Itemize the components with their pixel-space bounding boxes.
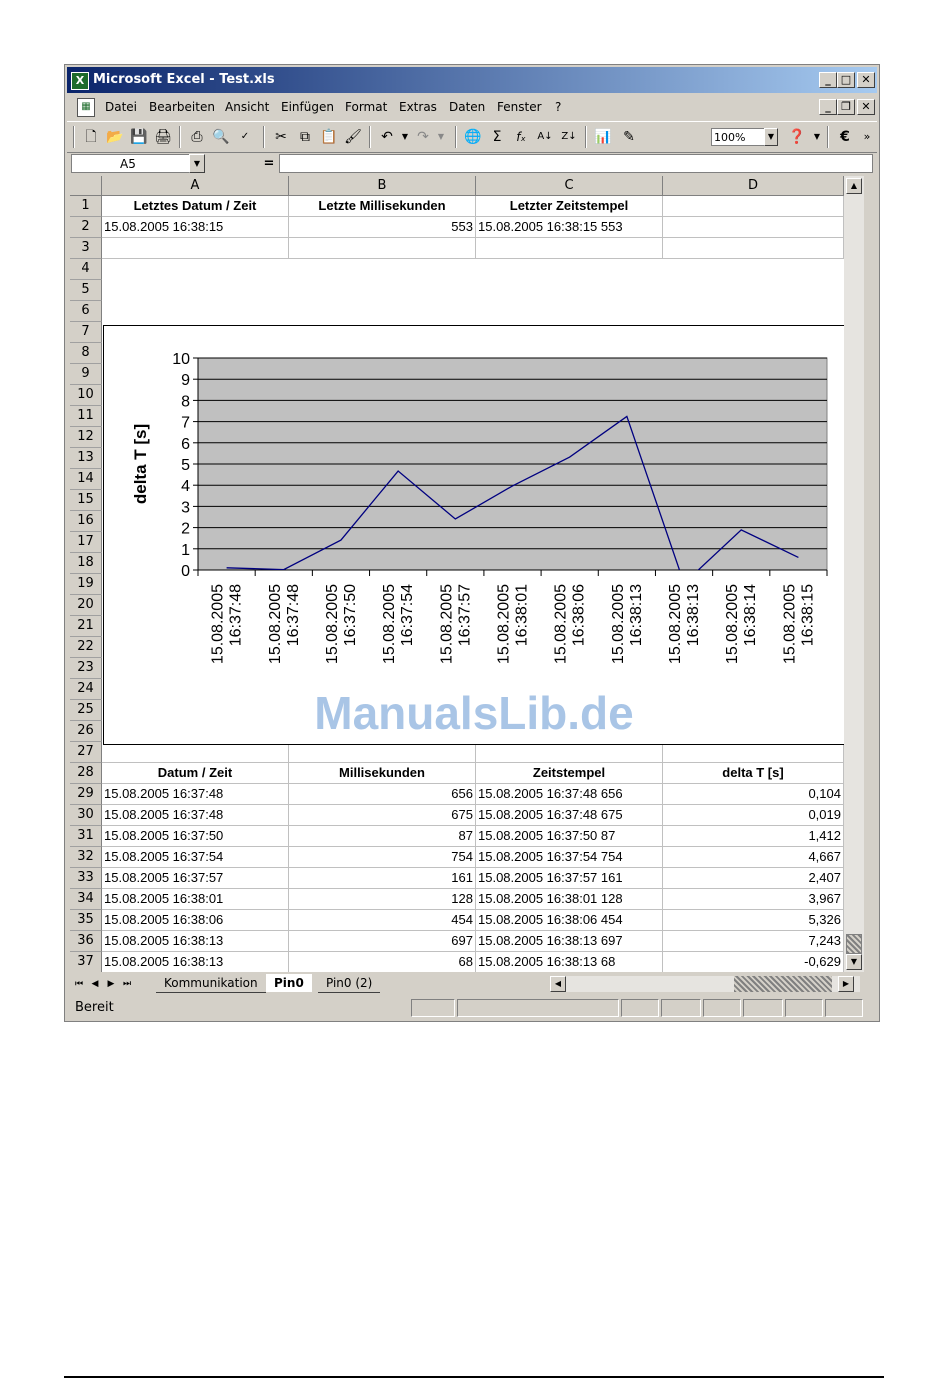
row-header[interactable]: 19 [70, 574, 102, 595]
maximize-button[interactable]: □ [837, 72, 855, 88]
next-sheet-icon[interactable]: ▶ [107, 979, 115, 989]
x-tick-label-date: 15.08.2005 [323, 584, 341, 665]
cell-b2[interactable]: 553 [289, 217, 476, 238]
format-painter-icon[interactable]: 🖌 [344, 129, 362, 145]
x-tick-label-date: 15.08.2005 [438, 584, 456, 665]
worksheet-grid[interactable] [70, 176, 844, 972]
row-header[interactable]: 12 [70, 427, 102, 448]
cell-b28[interactable]: 87 [289, 826, 476, 847]
standard-toolbar [67, 121, 877, 153]
cell-c30[interactable]: 15.08.2005 16:37:57 161 [476, 868, 663, 889]
open-icon[interactable]: 📂 [106, 129, 124, 145]
menu-bearbeiten[interactable]: Bearbeiten [149, 100, 215, 114]
row-header[interactable]: 18 [70, 553, 102, 574]
cell-d28[interactable]: 1,412 [663, 826, 844, 847]
row-header[interactable]: 35 [70, 910, 102, 931]
minimize-button[interactable]: _ [819, 72, 837, 88]
row-header[interactable]: 5 [70, 280, 102, 301]
cell-b25[interactable]: Millisekunden [289, 763, 476, 784]
x-tick-label-time: 16:37:48 [284, 584, 302, 647]
row-header[interactable]: 20 [70, 595, 102, 616]
status-panel [825, 999, 863, 1017]
row-header[interactable]: 34 [70, 889, 102, 910]
tab-kommunikation[interactable]: Kommunikation [156, 974, 266, 993]
cell-d2[interactable] [663, 217, 844, 238]
row-header[interactable]: 23 [70, 658, 102, 679]
scroll-thumb[interactable] [846, 934, 862, 954]
cell-b30[interactable]: 161 [289, 868, 476, 889]
cell-a30[interactable]: 15.08.2005 16:37:57 [102, 868, 289, 889]
menu-extras[interactable]: Extras [399, 100, 437, 114]
cut-icon[interactable]: ✂ [275, 129, 287, 145]
x-tick-label-time: 16:38:01 [513, 584, 531, 647]
drawing-icon[interactable]: ✎ [623, 129, 635, 145]
y-tick-label: 7 [181, 414, 190, 432]
cell-d31[interactable]: 3,967 [663, 889, 844, 910]
row-header[interactable]: 36 [70, 931, 102, 952]
cell-c28[interactable]: 15.08.2005 16:37:50 87 [476, 826, 663, 847]
cell-a31[interactable]: 15.08.2005 16:38:01 [102, 889, 289, 910]
sort-descending-icon[interactable]: Z↓ [561, 131, 577, 142]
undo-icon[interactable]: ↶ [381, 129, 393, 145]
cell-c29[interactable]: 15.08.2005 16:37:54 754 [476, 847, 663, 868]
row-header[interactable]: 29 [70, 784, 102, 805]
row-header[interactable]: 28 [70, 763, 102, 784]
status-text: Bereit [75, 1000, 114, 1015]
row-header[interactable]: 30 [70, 805, 102, 826]
y-tick-label: 8 [181, 393, 190, 411]
title-bar [67, 67, 877, 93]
row-header[interactable]: 15 [70, 490, 102, 511]
cell-b29[interactable]: 754 [289, 847, 476, 868]
print-icon[interactable]: ⎙ [191, 129, 203, 145]
status-panel [785, 999, 823, 1017]
hyperlink-icon[interactable]: 🌐 [464, 129, 482, 145]
cell-b1[interactable]: Letzte Millisekunden [289, 196, 476, 217]
undo-dropdown-icon[interactable]: ▼ [401, 132, 409, 141]
cell-c34[interactable]: 15.08.2005 16:38:13 68 [476, 952, 663, 972]
status-panel [411, 999, 455, 1017]
y-tick-label: 5 [181, 457, 190, 474]
x-tick-label-date: 15.08.2005 [552, 584, 570, 665]
name-box[interactable]: A5 [71, 154, 191, 173]
cell-a1[interactable]: Letztes Datum / Zeit [102, 196, 289, 217]
watermark-text: ManualsLib.de [314, 687, 634, 739]
cell-c33[interactable]: 15.08.2005 16:38:13 697 [476, 931, 663, 952]
tab-pin0-2[interactable]: Pin0 (2) [318, 974, 380, 993]
row-header[interactable]: 31 [70, 826, 102, 847]
row-header[interactable]: 3 [70, 238, 102, 259]
y-tick-label: 3 [181, 499, 190, 517]
toolbar-separator [827, 126, 829, 148]
menu-help[interactable]: ? [555, 100, 562, 114]
toolbar-overflow-icon[interactable]: » [863, 130, 871, 143]
x-tick-label-time: 16:38:06 [570, 584, 588, 647]
formula-bar [67, 153, 877, 175]
x-tick-label-time: 16:37:54 [399, 584, 417, 647]
x-tick-label-date: 15.08.2005 [609, 584, 627, 665]
redo-icon[interactable]: ↷ [417, 129, 429, 145]
x-tick-label-date: 15.08.2005 [667, 584, 685, 665]
equals-button[interactable]: = [263, 156, 275, 171]
menu-format[interactable]: Format [345, 100, 388, 114]
chart-wizard-icon[interactable]: 📊 [594, 129, 612, 145]
row-header[interactable]: 24 [70, 679, 102, 700]
excel-window [64, 64, 880, 1022]
cell-c25[interactable]: Zeitstempel [476, 763, 663, 784]
zoom-input[interactable]: 100% [711, 128, 767, 146]
doc-close-button[interactable]: ✕ [857, 99, 875, 115]
cell-c32[interactable]: 15.08.2005 16:38:06 454 [476, 910, 663, 931]
row-header[interactable]: 7 [70, 322, 102, 343]
cell-b34[interactable]: 68 [289, 952, 476, 972]
doc-restore-button[interactable]: ❐ [837, 99, 855, 115]
row-header[interactable]: 17 [70, 532, 102, 553]
row-header[interactable]: 13 [70, 448, 102, 469]
row-header[interactable]: 10 [70, 385, 102, 406]
horizontal-scrollbar[interactable] [550, 976, 860, 992]
status-panel [703, 999, 741, 1017]
doc-minimize-button[interactable]: _ [819, 99, 837, 115]
scroll-left-icon[interactable]: ◀ [550, 976, 566, 992]
row-header[interactable]: 33 [70, 868, 102, 889]
y-tick-label: 10 [172, 351, 190, 368]
cell-a29[interactable]: 15.08.2005 16:37:54 [102, 847, 289, 868]
toolbar-separator [179, 126, 181, 148]
cell-d30[interactable]: 2,407 [663, 868, 844, 889]
menu-datei[interactable]: Datei [105, 100, 138, 114]
paste-icon[interactable]: 📋 [320, 129, 338, 145]
row-header[interactable]: 11 [70, 406, 102, 427]
row-header[interactable]: 8 [70, 343, 102, 364]
y-tick-label: 1 [181, 541, 190, 559]
select-all-corner[interactable] [70, 176, 102, 196]
status-panel [457, 999, 619, 1017]
column-header-a[interactable]: A [102, 176, 289, 196]
autosum-icon[interactable]: Σ [492, 129, 502, 145]
cell-d32[interactable]: 5,326 [663, 910, 844, 931]
row-header[interactable]: 32 [70, 847, 102, 868]
cell-b31[interactable]: 128 [289, 889, 476, 910]
x-tick-label-date: 15.08.2005 [495, 584, 513, 665]
cell-a3[interactable] [102, 238, 289, 259]
cell-a2[interactable]: 15.08.2005 16:38:15 [102, 217, 289, 238]
y-tick-label: 2 [181, 520, 190, 538]
cell-c31[interactable]: 15.08.2005 16:38:01 128 [476, 889, 663, 910]
menu-bar [67, 95, 877, 119]
cell-a25[interactable]: Datum / Zeit [102, 763, 289, 784]
first-sheet-icon[interactable]: ⏮ [74, 979, 84, 989]
status-panel [621, 999, 659, 1017]
row-header[interactable]: 27 [70, 742, 102, 763]
menu-ansicht[interactable]: Ansicht [225, 100, 270, 114]
row-header[interactable]: 6 [70, 301, 102, 322]
y-tick-label: 4 [181, 478, 190, 496]
line-chart [104, 326, 844, 744]
page-footer-rule [64, 1376, 884, 1378]
cell-a27[interactable]: 15.08.2005 16:37:48 [102, 805, 289, 826]
menu-daten[interactable]: Daten [449, 100, 486, 114]
menu-einfuegen[interactable]: Einfügen [281, 100, 334, 114]
save-icon[interactable]: 💾 [130, 129, 148, 145]
close-button[interactable]: ✕ [857, 72, 875, 88]
help-icon[interactable]: ❓ [788, 129, 806, 145]
toolbar-separator [455, 126, 457, 148]
cell-d34[interactable]: -0,629 [663, 952, 844, 972]
cell-a26[interactable]: 15.08.2005 16:37:48 [102, 784, 289, 805]
toolbar-grip [73, 126, 75, 148]
toolbar-separator [585, 126, 587, 148]
cell-d25[interactable]: delta T [s] [663, 763, 844, 784]
status-panel [661, 999, 701, 1017]
print-preview-icon[interactable]: 🔍 [212, 129, 230, 145]
cell-d27[interactable]: 0,019 [663, 805, 844, 826]
vertical-scrollbar[interactable] [844, 176, 864, 972]
last-sheet-icon[interactable]: ⏭ [122, 979, 132, 989]
horizontal-scroll-thumb[interactable] [734, 976, 832, 992]
cell-b26[interactable]: 656 [289, 784, 476, 805]
x-tick-label-time: 16:37:48 [227, 584, 245, 647]
column-header-d[interactable]: D [663, 176, 844, 196]
sheet-tab-bar [70, 974, 864, 994]
column-header-c[interactable]: C [476, 176, 663, 196]
embedded-chart[interactable] [103, 325, 844, 745]
cell-a33[interactable]: 15.08.2005 16:38:13 [102, 931, 289, 952]
cell-a32[interactable]: 15.08.2005 16:38:06 [102, 910, 289, 931]
cell-a28[interactable]: 15.08.2005 16:37:50 [102, 826, 289, 847]
x-tick-label-time: 16:37:57 [456, 584, 474, 647]
y-tick-label: 6 [181, 435, 190, 453]
x-tick-label-date: 15.08.2005 [266, 584, 284, 665]
function-icon[interactable]: fₓ [516, 130, 526, 144]
row-header[interactable]: 9 [70, 364, 102, 385]
cell-b33[interactable]: 697 [289, 931, 476, 952]
y-tick-label: 0 [181, 563, 190, 580]
sort-ascending-icon[interactable]: A↓ [537, 131, 553, 142]
row-header[interactable]: 2 [70, 217, 102, 238]
row-header[interactable]: 16 [70, 511, 102, 532]
x-tick-label-date: 15.08.2005 [381, 584, 399, 665]
cell-d29[interactable]: 4,667 [663, 847, 844, 868]
help-dropdown-icon[interactable]: ▼ [813, 132, 821, 141]
cell-d26[interactable]: 0,104 [663, 784, 844, 805]
cell-c3[interactable] [476, 238, 663, 259]
x-tick-label-time: 16:38:15 [799, 584, 817, 647]
row-header[interactable]: 37 [70, 952, 102, 972]
toolbar-separator [369, 126, 371, 148]
row-header[interactable]: 21 [70, 616, 102, 637]
menu-fenster[interactable]: Fenster [497, 100, 542, 114]
y-tick-label: 9 [181, 372, 190, 390]
status-bar [67, 997, 877, 1019]
cell-c27[interactable]: 15.08.2005 16:37:48 675 [476, 805, 663, 826]
cell-c2[interactable]: 15.08.2005 16:38:15 553 [476, 217, 663, 238]
x-tick-label-date: 15.08.2005 [724, 584, 742, 665]
x-tick-label-time: 16:38:13 [627, 584, 645, 647]
euro-icon[interactable]: € [840, 129, 850, 145]
status-panel [743, 999, 783, 1017]
row-header[interactable]: 26 [70, 721, 102, 742]
cell-b32[interactable]: 454 [289, 910, 476, 931]
row-header[interactable]: 1 [70, 196, 102, 217]
y-axis-label: delta T [s] [131, 423, 150, 505]
workbook-icon[interactable]: ▦ [77, 98, 95, 117]
x-tick-label-time: 16:37:50 [341, 584, 359, 647]
window-title: Microsoft Excel - Test.xls [93, 72, 275, 87]
column-header-b[interactable]: B [289, 176, 476, 196]
cell-b3[interactable] [289, 238, 476, 259]
scroll-right-icon[interactable]: ▶ [838, 976, 854, 992]
row-header[interactable]: 22 [70, 637, 102, 658]
cell-d3[interactable] [663, 238, 844, 259]
row-header[interactable]: 14 [70, 469, 102, 490]
prev-sheet-icon[interactable]: ◀ [91, 979, 99, 989]
cell-d1[interactable] [663, 196, 844, 217]
zoom-dropdown-icon[interactable]: ▼ [764, 128, 778, 146]
permission-icon[interactable]: 🖨 [154, 129, 172, 145]
x-tick-label-date: 15.08.2005 [781, 584, 799, 665]
row-header[interactable]: 25 [70, 700, 102, 721]
name-box-dropdown-icon[interactable]: ▼ [189, 154, 205, 173]
new-icon[interactable]: 🗋 [85, 129, 97, 145]
excel-app-icon: X [71, 72, 89, 90]
x-tick-label-time: 16:38:13 [685, 584, 703, 647]
redo-dropdown-icon[interactable]: ▼ [437, 132, 445, 141]
copy-icon[interactable]: ⧉ [300, 129, 310, 145]
row-header[interactable]: 4 [70, 259, 102, 280]
formula-input[interactable] [279, 154, 873, 173]
cell-b27[interactable]: 675 [289, 805, 476, 826]
scroll-up-icon[interactable]: ▲ [846, 178, 862, 194]
cell-d33[interactable]: 7,243 [663, 931, 844, 952]
cell-c26[interactable]: 15.08.2005 16:37:48 656 [476, 784, 663, 805]
scroll-down-icon[interactable]: ▼ [846, 954, 862, 970]
cell-a34[interactable]: 15.08.2005 16:38:13 [102, 952, 289, 972]
tab-pin0[interactable]: Pin0 [266, 974, 312, 992]
toolbar-separator [263, 126, 265, 148]
spelling-icon[interactable]: ✓ [240, 131, 250, 142]
x-tick-label-time: 16:38:14 [742, 584, 760, 647]
cell-c1[interactable]: Letzter Zeitstempel [476, 196, 663, 217]
x-tick-label-date: 15.08.2005 [209, 584, 227, 665]
